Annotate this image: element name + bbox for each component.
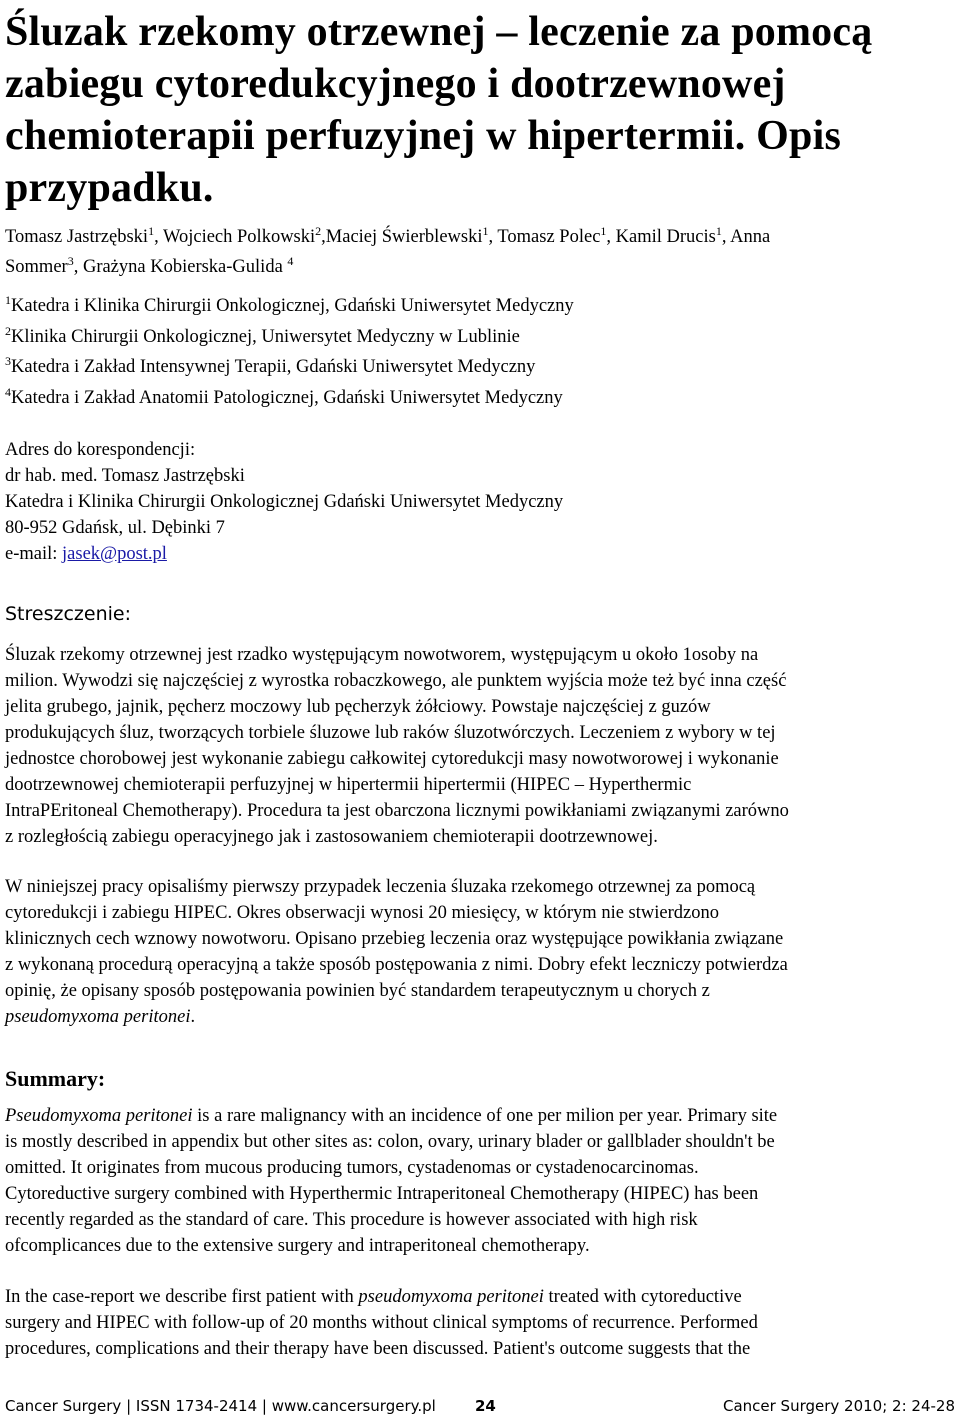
footer-citation: Cancer Surgery 2010; 2: 24-28	[722, 1397, 955, 1415]
author-affiliation-mark: 1	[715, 224, 722, 238]
paragraph-line: jelita grubego, jajnik, pęcherz moczowy lub pęcherzyk żółciowy. Powstaje najczęściej z guzów	[5, 697, 711, 717]
paragraph-line: W niniejszej pracy opisaliśmy pierwszy przypadek leczenia śluzaka rzekomego otrzewnej za pomocą	[5, 877, 756, 897]
author-name: Tomasz Polec	[497, 227, 601, 247]
author-name: Maciej Świerblewski	[325, 227, 483, 247]
page-number: 24	[475, 1397, 496, 1415]
streszczenie-paragraph-1	[5, 642, 955, 850]
paragraph-line: In the case-report we describe first patient with pseudomyxoma peritonei treated with cytoreductive	[5, 1287, 742, 1307]
email-label: e-mail:	[5, 544, 63, 564]
author-list-line-2: Sommer$^3$, Grażyna Kobierska-Gulida $^4$	[5, 254, 294, 277]
author-affiliation-mark: 1	[148, 224, 155, 238]
author-name: Grażyna Kobierska-Gulida	[82, 257, 283, 277]
correspondence-institution: Katedra i Klinika Chirurgii Onkologicznej Gdański Uniwersytet Medyczny	[5, 492, 564, 512]
footer-journal-info: Cancer Surgery | ISSN 1734-2414 | www.cancersurgery.pl	[5, 1397, 436, 1415]
affiliation	[5, 293, 574, 319]
paragraph-line: Cytoreductive surgery combined with Hyperthermic Intraperitoneal Chemotherapy (HIPEC) has been	[5, 1184, 759, 1204]
author-affiliation-mark: 2	[315, 224, 322, 238]
affiliation-text: Katedra i Klinika Chirurgii Onkologicznej, Gdański Uniwersytet Medyczny	[11, 296, 574, 316]
paragraph-line: milion. Wywodzi się najczęściej z wyrostka robaczkowego, ale punktem wyjścia może też być inna część	[5, 671, 787, 691]
affiliation	[5, 324, 520, 350]
paragraph-line: Śluzak rzekomy otrzewnej jest rzadko występującym nowotworem, występującym u około 1osoby na	[5, 645, 759, 665]
title-line: chemioterapii perfuzyjnej w hipertermii. Opis	[5, 113, 841, 159]
affiliation-number: 1	[5, 293, 11, 307]
affiliation	[5, 385, 563, 411]
paragraph-line: produkujących śluz, tworzących torbiele śluzowe lub raków śluzotwórczych. Leczeniem z wybory w tej	[5, 723, 776, 743]
paragraph-line: cytoredukcji i zabiegu HIPEC. Okres obserwacji wynosi 20 miesięcy, w którym nie stwierdzono	[5, 903, 719, 923]
streszczenie-paragraph-2	[5, 874, 955, 1030]
summary-paragraph-2	[5, 1284, 955, 1362]
paragraph-line: Pseudomyxoma peritonei is a rare malignancy with an incidence of one per milion per year. Primary site	[5, 1106, 778, 1126]
streszczenie-heading: Streszczenie:	[5, 603, 131, 625]
affiliation-text: Klinika Chirurgii Onkologicznej, Uniwersytet Medyczny w Lublinie	[11, 327, 520, 347]
italic-term: pseudomyxoma peritonei	[5, 1007, 191, 1027]
paragraph-line: z wykonaną procedurą operacyjną a także sposób postępowania z nimi. Dobry efekt leczniczy potwierdza	[5, 955, 788, 975]
author-affiliation-mark: 1	[482, 224, 489, 238]
correspondence-address: 80-952 Gdańsk, ul. Dębinki 7	[5, 518, 225, 538]
paragraph-line: omitted. It originates from mucous producing tumors, cystadenomas or cystadenocarcinomas.	[5, 1158, 699, 1178]
summary-paragraph-1	[5, 1103, 955, 1259]
paragraph-line: recently regarded as the standard of care. This procedure is however associated with high risk	[5, 1210, 698, 1230]
correspondence-email-line	[5, 541, 167, 567]
paragraph-line: ofcomplicances due to the extensive surgery and intraperitoneal chemotherapy.	[5, 1236, 590, 1256]
affiliation-text: Katedra i Zakład Anatomii Patologicznej, Gdański Uniwersytet Medyczny	[11, 388, 563, 408]
affiliation-number: 4	[5, 385, 11, 399]
author-affiliation-mark: 1	[600, 224, 607, 238]
affiliation-text: Katedra i Zakład Intensywnej Terapii, Gdański Uniwersytet Medyczny	[11, 357, 536, 377]
paragraph-line: dootrzewnowej chemioterapii perfuzyjnej w hipertermii hipertermii (HIPEC – Hyperthermic	[5, 775, 692, 795]
title-line: przypadku.	[5, 165, 214, 211]
paragraph-line: pseudomyxoma peritonei.	[5, 1007, 196, 1027]
paragraph-line: z rozległością zabiegu operacyjnego jak i zastosowaniem chemioterapii dootrzewnowej.	[5, 827, 658, 847]
correspondence-label: Adres do korespondencji:	[5, 440, 196, 460]
email-link[interactable]: jasek@post.pl	[62, 544, 167, 564]
author-name: Wojciech Polkowski	[163, 227, 316, 247]
author-name-part: Sommer	[5, 257, 68, 277]
italic-term: pseudomyxoma peritonei	[358, 1287, 544, 1307]
author-list-line-1: Tomasz Jastrzębski$^1$, Wojciech Polkowski$^2$,Maciej Świerblewski$^1$, Tomasz Polec$^1$, Kamil Drucis$^1$, Anna	[5, 224, 771, 247]
author-name: Tomasz Jastrzębski	[5, 227, 149, 247]
summary-heading: Summary:	[5, 1066, 106, 1091]
title-line: zabiegu cytoredukcyjnego i dootrzewnowej	[5, 61, 786, 107]
author-name: Kamil Drucis	[615, 227, 716, 247]
correspondence-name: dr hab. med. Tomasz Jastrzębski	[5, 466, 245, 486]
author-affiliation-mark: 4	[287, 254, 294, 268]
paragraph-line: opinię, że opisany sposób postępowania powinien być standardem terapeutycznym u chorych z	[5, 981, 710, 1001]
paragraph-line: procedures, complications and their therapy have been discussed. Patient's outcome suggests that the	[5, 1339, 751, 1359]
paragraph-line: surgery and HIPEC with follow-up of 20 months without clinical symptoms of recurrence. Performed	[5, 1313, 758, 1333]
article-title	[5, 6, 945, 214]
affiliation-number: 3	[5, 354, 11, 368]
paragraph-line: jednostce chorobowej jest wykonanie zabiegu całkowitej cytoredukcji masy nowotworowej i wykonanie	[5, 749, 779, 769]
title-line: Śluzak rzekomy otrzewnej – leczenie za pomocą	[5, 9, 873, 55]
page-footer	[5, 1397, 955, 1419]
affiliation	[5, 354, 535, 380]
paragraph-line: IntraPEritoneal Chemotherapy). Procedura ta jest obarczona licznymi powikłaniami związanymi zarówno	[5, 801, 789, 821]
paragraph-line: is mostly described in appendix but other sites as: colon, ovary, urinary blader or gallblader shouldn't be	[5, 1132, 775, 1152]
affiliation-number: 2	[5, 324, 11, 338]
italic-term: Pseudomyxoma peritonei	[5, 1106, 193, 1126]
paragraph-line: klinicznych cech wznowy nowotworu. Opisano przebieg leczenia oraz występujące powikłania związane	[5, 929, 784, 949]
author-affiliation-mark: 3	[67, 254, 74, 268]
author-name-part: Anna	[730, 227, 771, 247]
